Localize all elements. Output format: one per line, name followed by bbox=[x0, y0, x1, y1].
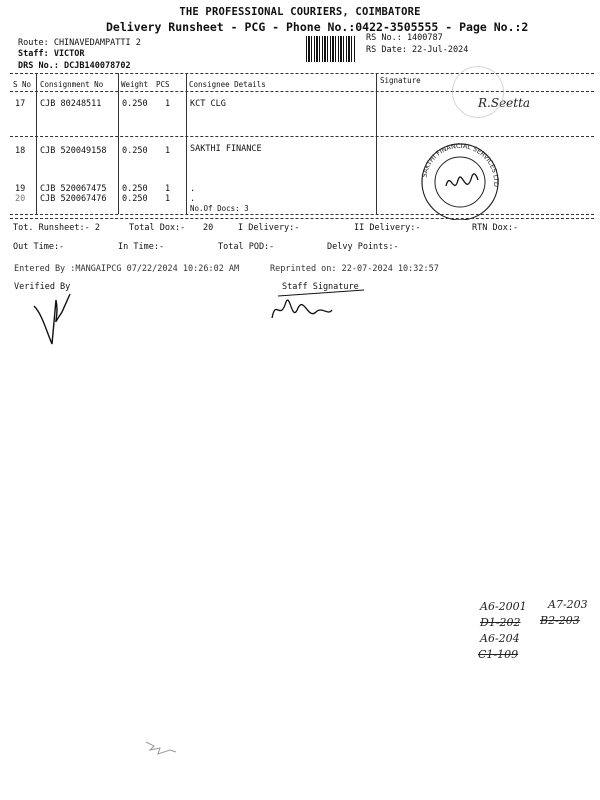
staff-signature bbox=[268, 288, 368, 326]
staff-label: Staff: VICTOR bbox=[18, 49, 85, 59]
header-signature: Signature bbox=[380, 76, 421, 85]
row-consignment: CJB 520049158 bbox=[40, 146, 107, 156]
row-pcs: 1 bbox=[165, 99, 171, 109]
row-consignee: KCT CLG bbox=[190, 99, 226, 109]
header-consignee: Consignee Details bbox=[189, 80, 266, 89]
header-pcs: PCS bbox=[156, 80, 170, 89]
handwritten-note: B2-203 bbox=[540, 614, 580, 627]
rs-date: RS Date: 22-Jul-2024 bbox=[366, 45, 469, 55]
barcode bbox=[306, 36, 356, 62]
total-pod: Total POD:- bbox=[218, 242, 275, 252]
row-weight: 0.250 bbox=[122, 194, 148, 204]
column-rule bbox=[36, 73, 37, 214]
no-of-docs: No.Of Docs: 3 bbox=[190, 204, 249, 213]
column-rule bbox=[376, 73, 377, 214]
header-consignment: Consignment No bbox=[40, 80, 104, 89]
handwritten-note: D1-202 bbox=[480, 616, 521, 629]
in-time: In Time:- bbox=[118, 242, 165, 252]
row-sno: 17 bbox=[15, 99, 26, 109]
stamp-text: SAKTHI FINANCIAL SERVICES LTD bbox=[420, 141, 501, 188]
row-consignee: . bbox=[190, 184, 196, 194]
total-dox-label: Total Dox:- bbox=[129, 223, 186, 233]
row-pcs: 1 bbox=[165, 194, 171, 204]
row-sno: 19 bbox=[15, 184, 26, 194]
verified-by-label: Verified By bbox=[14, 282, 71, 292]
out-time: Out Time:- bbox=[13, 242, 65, 252]
header-sno: S No bbox=[13, 80, 32, 89]
row-weight: 0.250 bbox=[122, 146, 148, 156]
sakthi-financial-stamp bbox=[412, 140, 508, 220]
row-sno: 18 bbox=[15, 146, 26, 156]
ii-delivery: II Delivery:- bbox=[354, 223, 421, 233]
handwritten-note: A6-2001 bbox=[480, 600, 527, 613]
header-weight: Weight bbox=[121, 80, 149, 89]
table-header-rule bbox=[10, 91, 594, 92]
rtn-dox: RTN Dox:- bbox=[472, 223, 519, 233]
row-consignment: CJB 80248511 bbox=[40, 99, 102, 109]
column-rule bbox=[186, 73, 187, 214]
row-consignment: CJB 520067475 bbox=[40, 184, 107, 194]
verified-signature bbox=[30, 290, 90, 350]
route-label: Route: CHINAVEDAMPATTI 2 bbox=[18, 38, 141, 48]
summary-rule bbox=[10, 218, 594, 219]
tot-runsheet: Tot. Runsheet:- 2 bbox=[13, 223, 100, 233]
row-signature: R.Seetta bbox=[478, 96, 531, 110]
rs-number: RS No.: 1400787 bbox=[366, 33, 443, 43]
staff-signature-label: Staff Signature bbox=[282, 282, 359, 292]
row-weight: 0.250 bbox=[122, 99, 148, 109]
row-sno: 20 bbox=[15, 194, 26, 204]
faint-stamp bbox=[452, 66, 504, 118]
runsheet-subtitle: Delivery Runsheet - PCG - Phone No.:0422-3505555 - Page No.:2 bbox=[106, 20, 529, 34]
row-consignee: SAKTHI FINANCE bbox=[190, 144, 262, 154]
row-divider bbox=[10, 136, 594, 137]
company-title: THE PROFESSIONAL COURIERS, COIMBATORE bbox=[179, 6, 421, 18]
entered-by: Entered By :MANGAIPCG 07/22/2024 10:26:02 AM bbox=[14, 264, 240, 274]
handwritten-note: A6-204 bbox=[480, 632, 520, 645]
smudge-mark bbox=[144, 736, 180, 756]
total-dox-value: 20 bbox=[203, 223, 214, 233]
i-delivery: I Delivery:- bbox=[238, 223, 300, 233]
reprinted-on: Reprinted on: 22-07-2024 10:32:57 bbox=[270, 264, 439, 274]
table-top-rule bbox=[10, 73, 594, 74]
row-weight: 0.250 bbox=[122, 184, 148, 194]
row-consignee: . bbox=[190, 194, 196, 204]
handwritten-note: C1-109 bbox=[478, 648, 519, 661]
row-pcs: 1 bbox=[165, 146, 171, 156]
column-rule bbox=[118, 73, 119, 214]
delvy-points: Delvy Points:- bbox=[327, 242, 399, 252]
row-pcs: 1 bbox=[165, 184, 171, 194]
drs-number: DRS No.: DCJB140078702 bbox=[18, 61, 131, 71]
handwritten-note: A7-203 bbox=[548, 598, 588, 611]
row-consignment: CJB 520067476 bbox=[40, 194, 107, 204]
